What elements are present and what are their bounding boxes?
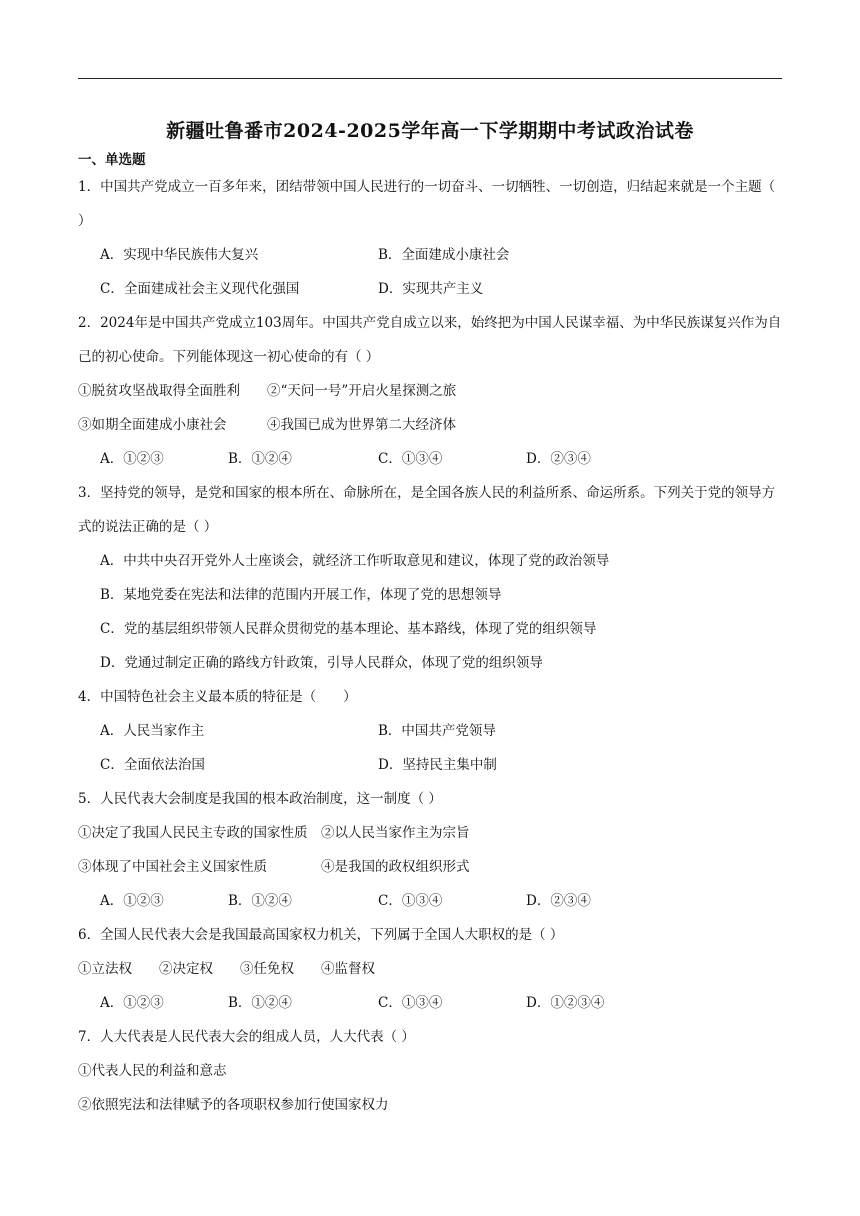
header-rule (78, 78, 782, 79)
question-4-options-row-1 (78, 714, 784, 748)
question-2-options-row (78, 442, 784, 476)
question-4-option-b[interactable]: B．中国共产党领导 (378, 723, 496, 739)
question-5-stem: 5．人民代表大会制度是我国的根本政治制度，这一制度（ ） (78, 791, 442, 807)
question-4-options-row-2 (78, 748, 784, 782)
question-1-option-b[interactable]: B．全面建成小康社会 (378, 247, 510, 263)
question-list (78, 150, 784, 1122)
question-3-option-b[interactable]: B．某地党委在宪法和法律的范围内开展工作，体现了党的思想领导 (100, 587, 502, 603)
question-5-options-row (78, 884, 784, 918)
question-3-option-c[interactable]: C．党的基层组织带领人民群众贯彻党的基本理论、基本路线，体现了党的组织领导 (100, 621, 597, 637)
question-5-option-c[interactable]: C．①③④ (378, 893, 443, 909)
question-4-option-c[interactable]: C．全面依法治国 (100, 757, 205, 773)
question-1-stem: 1．中国共产党成立一百多年来，团结带领中国人民进行的一切奋斗、一切牺牲、一切创造，归结起来就是一个主题（ ） (78, 179, 776, 229)
question-4-option-d[interactable]: D．坚持民主集中制 (378, 757, 497, 773)
question-6-statements-1: ①立法权 ②决定权 ③任免权 ④监督权 (78, 961, 375, 977)
question-2-option-d[interactable]: D．②③④ (526, 451, 591, 467)
question-4-option-a[interactable]: A．人民当家作主 (100, 723, 205, 739)
question-1-option-c[interactable]: C．全面建成社会主义现代化强国 (100, 281, 300, 297)
question-2-statements-2: ③如期全面建成小康社会 ④我国已成为世界第二大经济体 (78, 417, 456, 433)
question-7-stem: 7．人大代表是人民代表大会的组成人员，人大代表（ ） (78, 1029, 415, 1045)
question-2-option-c[interactable]: C．①③④ (378, 451, 443, 467)
question-1-option-d[interactable]: D．实现共产主义 (378, 281, 484, 297)
question-5-statements-2: ③体现了中国社会主义国家性质 ④是我国的政权组织形式 (78, 859, 470, 875)
question-3-option-d[interactable]: D．党通过制定正确的路线方针政策，引导人民群众，体现了党的组织领导 (100, 655, 543, 671)
question-5-option-d[interactable]: D．②③④ (526, 893, 591, 909)
question-1-options-row-2 (78, 272, 784, 306)
question-3-option-a[interactable]: A．中共中央召开党外人士座谈会，就经济工作听取意见和建议，体现了党的政治领导 (100, 553, 610, 569)
question-5-option-b[interactable]: B．①②④ (228, 893, 292, 909)
question-6-option-c[interactable]: C．①③④ (378, 995, 443, 1011)
question-2-stem: 2．2024年是中国共产党成立103周年。中国共产党自成立以来，始终把为中国人民谋幸福、为中华民族谋复兴作为自己的初心使命。下列能体现这一初心使命的有（ ） (78, 315, 782, 365)
question-3-stem: 3．坚持党的领导，是党和国家的根本所在、命脉所在，是全国各族人民的利益所系、命运所系。下列关于党的领导方式的说法正确的是（ ） (78, 485, 776, 535)
question-1-option-a[interactable]: A．实现中华民族伟大复兴 (100, 247, 259, 263)
question-2-option-a[interactable]: A．①②③ (100, 451, 164, 467)
question-2-statements-1: ①脱贫攻坚战取得全面胜利 ②“天问一号”开启火星探测之旅 (78, 383, 457, 399)
question-6-option-a[interactable]: A．①②③ (100, 995, 164, 1011)
question-1-options-row-1 (78, 238, 784, 272)
question-6-options-row (78, 986, 784, 1020)
question-6-option-d[interactable]: D．①②③④ (526, 995, 605, 1011)
question-7-statements-1: ①代表人民的利益和意志 (78, 1063, 227, 1079)
question-4-stem: 4．中国特色社会主义最本质的特征是（ ） (78, 689, 357, 705)
question-7-statements-2: ②依照宪法和法律赋予的各项职权参加行使国家权力 (78, 1097, 389, 1113)
question-6-option-b[interactable]: B．①②④ (228, 995, 292, 1011)
question-2-option-b[interactable]: B．①②④ (228, 451, 292, 467)
section-heading: 一、单选题 (78, 152, 146, 168)
page-title: 新疆吐鲁番市2024-2025学年高一下学期期中考试政治试卷 (166, 120, 694, 142)
question-5-option-a[interactable]: A．①②③ (100, 893, 164, 909)
question-6-stem: 6．全国人民代表大会是我国最高国家权力机关，下列属于全国人大职权的是（ ） (78, 927, 564, 943)
question-5-statements-1: ①决定了我国人民民主专政的国家性质 ②以人民当家作主为宗旨 (78, 825, 470, 841)
